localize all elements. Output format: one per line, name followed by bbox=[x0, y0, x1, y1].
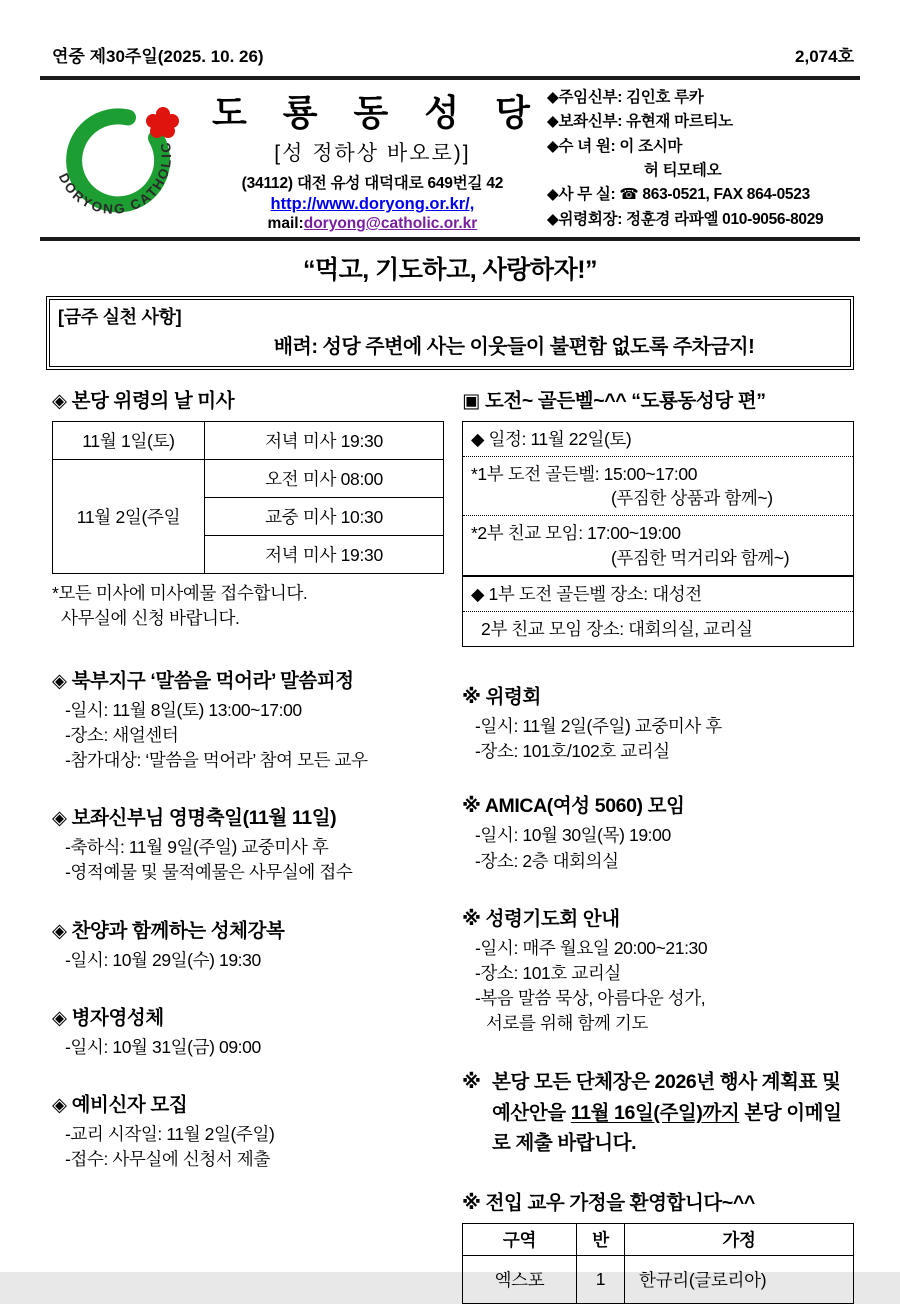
mass-time-cell: 저녁 미사 19:30 bbox=[205, 536, 444, 574]
section-line: -참가대상: ‘말씀을 먹어라’ 참여 모든 교우 bbox=[65, 750, 368, 771]
logo-curved-text: DORYONG CATHOLIC bbox=[55, 138, 175, 217]
weekly-notice-box bbox=[46, 296, 854, 370]
group-cell: 1 bbox=[577, 1256, 625, 1304]
section-lines bbox=[462, 714, 854, 764]
section-plan-deadline bbox=[462, 1067, 854, 1158]
section-line: -영적예물 및 물적예물은 사무실에 접수 bbox=[65, 862, 353, 883]
section-line: -일시: 11월 2일(주일) 교중미사 후 bbox=[475, 715, 722, 736]
section-benediction bbox=[52, 915, 444, 973]
email-link[interactable]: doryong@catholic.or.kr bbox=[303, 215, 478, 232]
golden-bell-table bbox=[462, 421, 854, 647]
section-title: ◈ 예비신자 모집 bbox=[52, 1094, 188, 1116]
section-sick-communion bbox=[52, 1002, 444, 1060]
gb-subline: (푸짐한 상품과 함께~) bbox=[611, 488, 773, 509]
section-line: -장소: 2층 대회의실 bbox=[475, 850, 619, 871]
table-row bbox=[53, 460, 444, 498]
column-header-group: 반 bbox=[577, 1224, 625, 1256]
section-title: ◈ 보좌신부님 영명축일(11월 11일) bbox=[52, 807, 337, 830]
table-row bbox=[463, 1256, 854, 1304]
table-row bbox=[463, 456, 853, 515]
section-lines bbox=[52, 835, 444, 885]
section-welcome-transfers bbox=[462, 1187, 854, 1304]
deadline-part1: 본당 모든 단체장은 2026년 행사 계획표 및 예산안을 bbox=[492, 1071, 841, 1124]
mass-schedule-table bbox=[52, 421, 444, 574]
section-lines bbox=[52, 698, 444, 774]
section-line: -일시: 11월 8일(토) 13:00~17:00 bbox=[65, 699, 302, 720]
gb-line: *2부 친교 모임: 17:00~19:00 bbox=[471, 523, 681, 544]
contact-pastor: ◆주임신부: 김인호 루카 bbox=[546, 88, 704, 106]
reference-mark: ※ bbox=[462, 1071, 481, 1094]
right-column bbox=[462, 385, 854, 1304]
church-name: 도 룡 동 성 당 bbox=[212, 92, 543, 133]
section-line: -장소: 새얼센터 bbox=[65, 724, 179, 745]
masthead bbox=[0, 0, 900, 76]
section-line: -일시: 매주 월요일 20:00~21:30 bbox=[475, 937, 708, 958]
section-title: ※ 전입 교우 가정을 환영합니다~^^ bbox=[462, 1192, 755, 1215]
mass-time-cell: 오전 미사 08:00 bbox=[205, 460, 444, 498]
section-line: -장소: 101호 교리실 bbox=[475, 962, 621, 983]
church-logo bbox=[46, 92, 198, 227]
website-link[interactable]: http://www.doryong.or.kr/, bbox=[270, 195, 475, 213]
section-title: ◈ 찬양과 함께하는 성체강복 bbox=[52, 919, 285, 942]
section-title: ※ AMICA(여성 5060) 모임 bbox=[462, 795, 685, 818]
notice-tag: [금주 실천 사항] bbox=[58, 307, 182, 327]
masthead-week-title: 연중 제30주일(2025. 10. 26) bbox=[52, 47, 264, 66]
mass-note-line: 사무실에 신청 바랍니다. bbox=[61, 607, 240, 628]
mass-time-cell: 저녁 미사 19:30 bbox=[205, 422, 444, 460]
section-line: -장소: 101호/102호 교리실 bbox=[475, 741, 670, 762]
section-golden-bell bbox=[462, 385, 854, 647]
section-word-retreat bbox=[52, 665, 444, 774]
table-row: 2부 친교 모임 장소: 대회의실, 교리실 bbox=[463, 611, 853, 646]
contact-list bbox=[547, 86, 897, 233]
patron-saint: [성 정하상 바오로)] bbox=[274, 142, 471, 165]
section-line-continued: 서로를 위해 함께 기도 bbox=[486, 1013, 648, 1034]
section-feast-day bbox=[52, 802, 444, 885]
email-line bbox=[202, 215, 543, 233]
table-row bbox=[463, 515, 853, 574]
section-lines bbox=[52, 1035, 444, 1060]
notice-text: 배려: 성당 주변에 사는 이웃들이 불편함 없도록 주차금지! bbox=[273, 336, 755, 358]
section-line: -교리 시작일: 11월 2일(주일) bbox=[65, 1124, 275, 1144]
weekly-notice-inner bbox=[49, 299, 851, 367]
contact-convent: ◆수 녀 원: 이 조시마 bbox=[546, 137, 683, 155]
content-columns bbox=[0, 370, 900, 1304]
contact-chairman: ◆위령회장: 정훈경 라파엘 010-9056-8029 bbox=[546, 210, 824, 228]
table-header-row bbox=[463, 1224, 854, 1256]
slogan: “먹고, 기도하고, 사랑하자!” bbox=[302, 256, 598, 284]
section-lines bbox=[462, 823, 854, 873]
mass-notes bbox=[52, 581, 444, 631]
district-cell: 엑스포 bbox=[463, 1256, 577, 1304]
header-divider bbox=[40, 237, 860, 241]
section-holy-spirit-prayer bbox=[462, 903, 854, 1037]
table-row: ◆ 1부 도전 골든벨 장소: 대성전 bbox=[463, 575, 853, 611]
email-label: mail: bbox=[267, 215, 304, 232]
column-header-district: 구역 bbox=[463, 1224, 577, 1256]
section-lines bbox=[52, 948, 444, 973]
church-address: (34112) 대전 유성 대덕대로 649번길 42 bbox=[241, 175, 504, 192]
section-title: ◈ 본당 위령의 날 미사 bbox=[52, 390, 235, 412]
church-logo-svg bbox=[46, 92, 198, 222]
section-title: ※ 성령기도회 안내 bbox=[462, 907, 620, 930]
contact-office: ◆사 무 실: ☎ 863-0521, FAX 864-0523 bbox=[546, 186, 810, 204]
section-title: ▣ 도전~ 골든벨~^^ “도룡동성당 편” bbox=[462, 390, 766, 412]
left-column bbox=[52, 385, 444, 1304]
church-header bbox=[0, 80, 900, 237]
mass-time-cell: 교중 미사 10:30 bbox=[205, 498, 444, 536]
section-line: -일시: 10월 29일(수) 19:30 bbox=[65, 949, 261, 970]
section-line: -일시: 10월 31일(금) 09:00 bbox=[65, 1036, 261, 1057]
column-header-family: 가정 bbox=[625, 1224, 854, 1256]
church-identity bbox=[198, 85, 547, 233]
table-row: ◆ 일정: 11월 22일(토) bbox=[471, 429, 632, 449]
section-lines bbox=[462, 936, 854, 1037]
section-catechumen-recruit bbox=[52, 1089, 444, 1172]
family-cell: 한규리(글로리아) bbox=[625, 1256, 854, 1304]
section-title: ◈ 병자영성체 bbox=[52, 1006, 164, 1029]
section-line: -축하식: 11월 9일(주일) 교중미사 후 bbox=[65, 837, 329, 858]
section-memorial-mass bbox=[52, 385, 444, 631]
gb-line: *1부 도전 골든벨: 15:00~17:00 bbox=[471, 464, 698, 485]
logo-red-flower bbox=[146, 107, 179, 138]
section-lines bbox=[52, 1122, 444, 1172]
mass-date-cell: 11월 1일(토) bbox=[53, 422, 205, 460]
deadline-underlined-date: 11월 16일(주일)까지 bbox=[570, 1101, 740, 1124]
table-row bbox=[53, 422, 444, 460]
section-memorial-society bbox=[462, 681, 854, 764]
gb-subline: (푸짐한 먹거리와 함께~) bbox=[611, 547, 790, 568]
mass-note-line: *모든 미사에 미사예물 접수합니다. bbox=[52, 583, 308, 603]
mass-date-cell: 11월 2일(주일 bbox=[53, 460, 205, 574]
section-line: -일시: 10월 30일(목) 19:00 bbox=[475, 825, 671, 846]
section-title: ◈ 북부지구 ‘말씀을 먹어라’ 말씀피정 bbox=[52, 669, 354, 692]
section-line: -복음 말씀 묵상, 아름다운 성가, bbox=[475, 988, 706, 1009]
section-amica bbox=[462, 790, 854, 873]
contact-assistant-pastor: ◆보좌신부: 유현재 마르티노 bbox=[546, 113, 733, 131]
masthead-issue-number: 2,074호 bbox=[795, 47, 854, 66]
section-title: ※ 위령회 bbox=[462, 685, 541, 708]
section-line: -접수: 사무실에 신청서 제출 bbox=[65, 1149, 270, 1170]
transfer-family-table bbox=[462, 1223, 854, 1304]
deadline-text bbox=[492, 1067, 854, 1158]
contact-convent-2: 허 티모테오 bbox=[643, 162, 722, 179]
deadline-part2: 본당 이메일로 제출 바랍니다. bbox=[492, 1101, 842, 1154]
